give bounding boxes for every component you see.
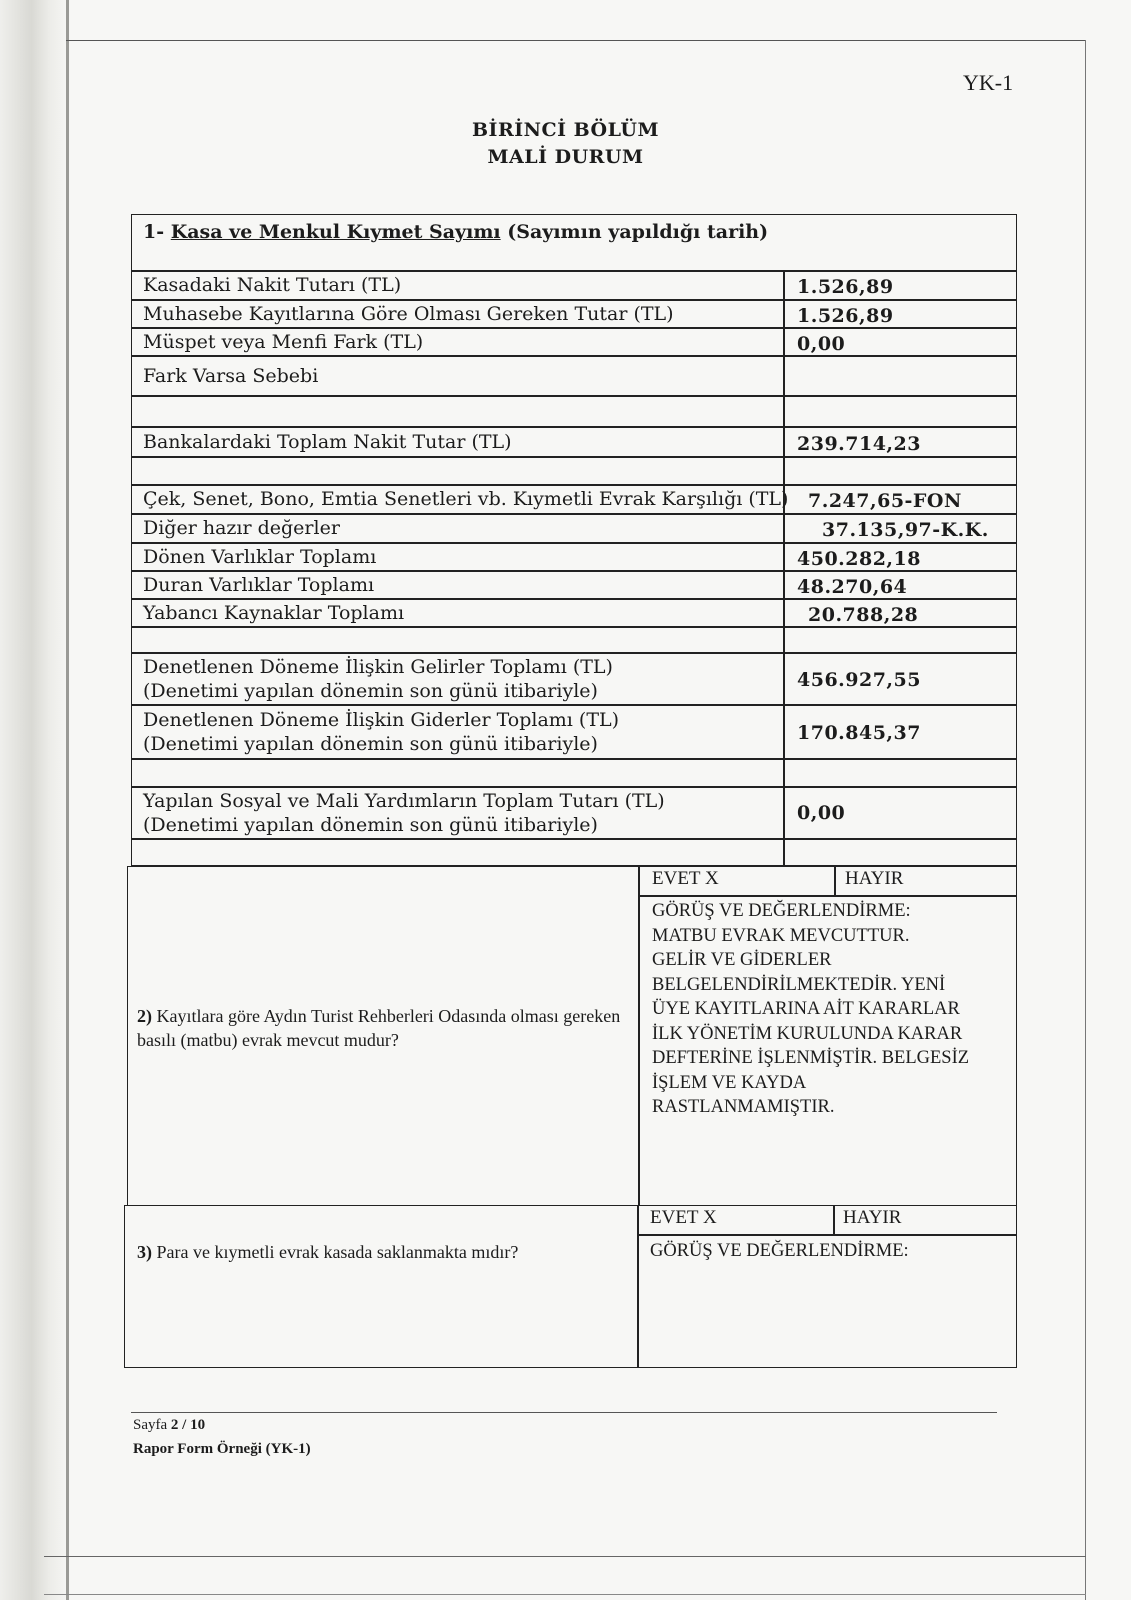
value-yardimlar: 0,00 bbox=[797, 802, 846, 824]
label-muhasebe: Muhasebe Kayıtlarına Göre Olması Gereken Tutar (TL) bbox=[143, 303, 674, 325]
label-gelirler-2: (Denetimi yapılan dönemin son günü itibariyle) bbox=[143, 680, 598, 702]
value-donen: 450.282,18 bbox=[797, 548, 921, 570]
value-muhasebe: 1.526,89 bbox=[797, 305, 894, 327]
q2-yes-option[interactable]: EVET X bbox=[652, 868, 719, 889]
form-name: Rapor Form Örneği (YK-1) bbox=[133, 1441, 311, 1457]
frame-line-bottom-2 bbox=[44, 1594, 1086, 1595]
section-subtitle: MALİ DURUM bbox=[487, 146, 644, 168]
row-line bbox=[131, 626, 1017, 628]
q2-option-line bbox=[638, 895, 1017, 897]
label-giderler-1: Denetlenen Döneme İlişkin Giderler Toplamı (TL) bbox=[143, 709, 620, 731]
table-title: 1- Kasa ve Menkul Kıymet Sayımı (Sayımın yapıldığı tarih) bbox=[143, 221, 769, 243]
label-fark: Müspet veya Menfi Fark (TL) bbox=[143, 331, 424, 353]
label-fark-sebebi: Fark Varsa Sebebi bbox=[143, 365, 319, 387]
row-line bbox=[131, 542, 1017, 544]
label-yardimlar-1: Yapılan Sosyal ve Mali Yardımların Toplam Tutarı (TL) bbox=[143, 790, 665, 812]
q2-comment-line: BELGELENDİRİLMEKTEDİR. YENİ bbox=[652, 974, 946, 995]
value-cek: 7.247,65-FON bbox=[808, 490, 962, 512]
q3-option-line bbox=[637, 1234, 1017, 1236]
row-line bbox=[131, 786, 1017, 788]
page-number: Sayfa 2 / 10 bbox=[133, 1417, 206, 1433]
row-line bbox=[131, 270, 1017, 272]
row-line bbox=[131, 838, 1017, 840]
q2-comment-line: İŞLEM VE KAYDA bbox=[652, 1072, 807, 1093]
value-yabanci: 20.788,28 bbox=[808, 604, 919, 626]
form-code: YK-1 bbox=[963, 70, 1014, 95]
question-3-block bbox=[124, 1205, 1017, 1368]
q2-comment-line: DEFTERİNE İŞLENMİŞTİR. BELGESİZ bbox=[652, 1048, 970, 1068]
section-heading: BİRİNCİ BÖLÜM bbox=[472, 119, 659, 141]
label-kasa-nakit: Kasadaki Nakit Tutarı (TL) bbox=[143, 274, 402, 296]
scan-edge bbox=[0, 0, 70, 1600]
row-line bbox=[131, 395, 1017, 397]
frame-line-top bbox=[66, 40, 1086, 41]
label-cek: Çek, Senet, Bono, Emtia Senetleri vb. Kıymetli Evrak Karşılığı (TL) bbox=[143, 488, 789, 510]
q2-question: 2) Kayıtlara göre Aydın Turist Rehberleri Odasında olması gereken basılı (matbu) evrak mevcut mudur? bbox=[137, 1006, 621, 1050]
label-yabanci: Yabancı Kaynaklar Toplamı bbox=[143, 602, 405, 624]
label-yardimlar-2: (Denetimi yapılan dönemin son günü itibariyle) bbox=[143, 814, 598, 836]
label-giderler-2: (Denetimi yapılan dönemin son günü itibariyle) bbox=[143, 733, 598, 755]
column-divider bbox=[783, 270, 785, 866]
q2-divider bbox=[638, 866, 640, 1206]
row-line bbox=[131, 570, 1017, 572]
q2-comment-line: GELİR VE GİDERLER bbox=[652, 950, 832, 970]
row-line bbox=[131, 426, 1017, 428]
q2-option-divider bbox=[834, 866, 836, 895]
value-banka: 239.714,23 bbox=[797, 433, 921, 455]
frame-line-bottom bbox=[44, 1556, 1086, 1557]
q2-comment-line: RASTLANMAMIŞTIR. bbox=[652, 1097, 835, 1117]
value-giderler: 170.845,37 bbox=[797, 722, 921, 744]
value-gelirler: 456.927,55 bbox=[797, 669, 921, 691]
q3-yes-option[interactable]: EVET X bbox=[650, 1207, 717, 1228]
q2-comment-line: GÖRÜŞ VE DEĞERLENDİRME: bbox=[652, 901, 911, 921]
frame-line-right bbox=[1085, 40, 1086, 1600]
value-fark: 0,00 bbox=[797, 333, 846, 355]
value-diger: 37.135,97-K.K. bbox=[822, 519, 989, 541]
label-donen: Dönen Varlıklar Toplamı bbox=[143, 546, 377, 568]
row-line bbox=[131, 355, 1017, 357]
q2-comment-line: ÜYE KAYITLARINA AİT KARARLAR bbox=[652, 999, 960, 1019]
scan-strip bbox=[66, 0, 69, 1600]
row-line bbox=[131, 456, 1017, 458]
row-line bbox=[131, 652, 1017, 654]
q3-option-divider bbox=[833, 1205, 835, 1234]
row-line bbox=[131, 758, 1017, 760]
footer-rule bbox=[131, 1412, 997, 1413]
q2-comment-line: MATBU EVRAK MEVCUTTUR. bbox=[652, 925, 910, 946]
q3-divider bbox=[637, 1205, 639, 1368]
q2-no-option[interactable]: HAYIR bbox=[845, 868, 904, 889]
q3-question: 3) Para ve kıymetli evrak kasada saklanmakta mıdır? bbox=[137, 1242, 519, 1262]
q2-comment bbox=[652, 899, 1012, 1120]
row-line bbox=[131, 327, 1017, 329]
row-line bbox=[131, 704, 1017, 706]
label-diger: Diğer hazır değerler bbox=[143, 517, 340, 539]
row-line bbox=[131, 484, 1017, 486]
label-gelirler-1: Denetlenen Döneme İlişkin Gelirler Toplamı (TL) bbox=[143, 656, 613, 678]
label-banka: Bankalardaki Toplam Nakit Tutar (TL) bbox=[143, 431, 512, 453]
q2-comment-line: İLK YÖNETİM KURULUNDA KARAR bbox=[652, 1023, 963, 1044]
value-kasa-nakit: 1.526,89 bbox=[797, 276, 894, 298]
value-duran: 48.270,64 bbox=[797, 576, 908, 598]
q3-comment: GÖRÜŞ VE DEĞERLENDİRME: bbox=[650, 1241, 909, 1261]
row-line bbox=[131, 598, 1017, 600]
q3-no-option[interactable]: HAYIR bbox=[843, 1207, 902, 1228]
label-duran: Duran Varlıklar Toplamı bbox=[143, 574, 375, 596]
row-line bbox=[131, 299, 1017, 301]
row-line bbox=[131, 513, 1017, 515]
